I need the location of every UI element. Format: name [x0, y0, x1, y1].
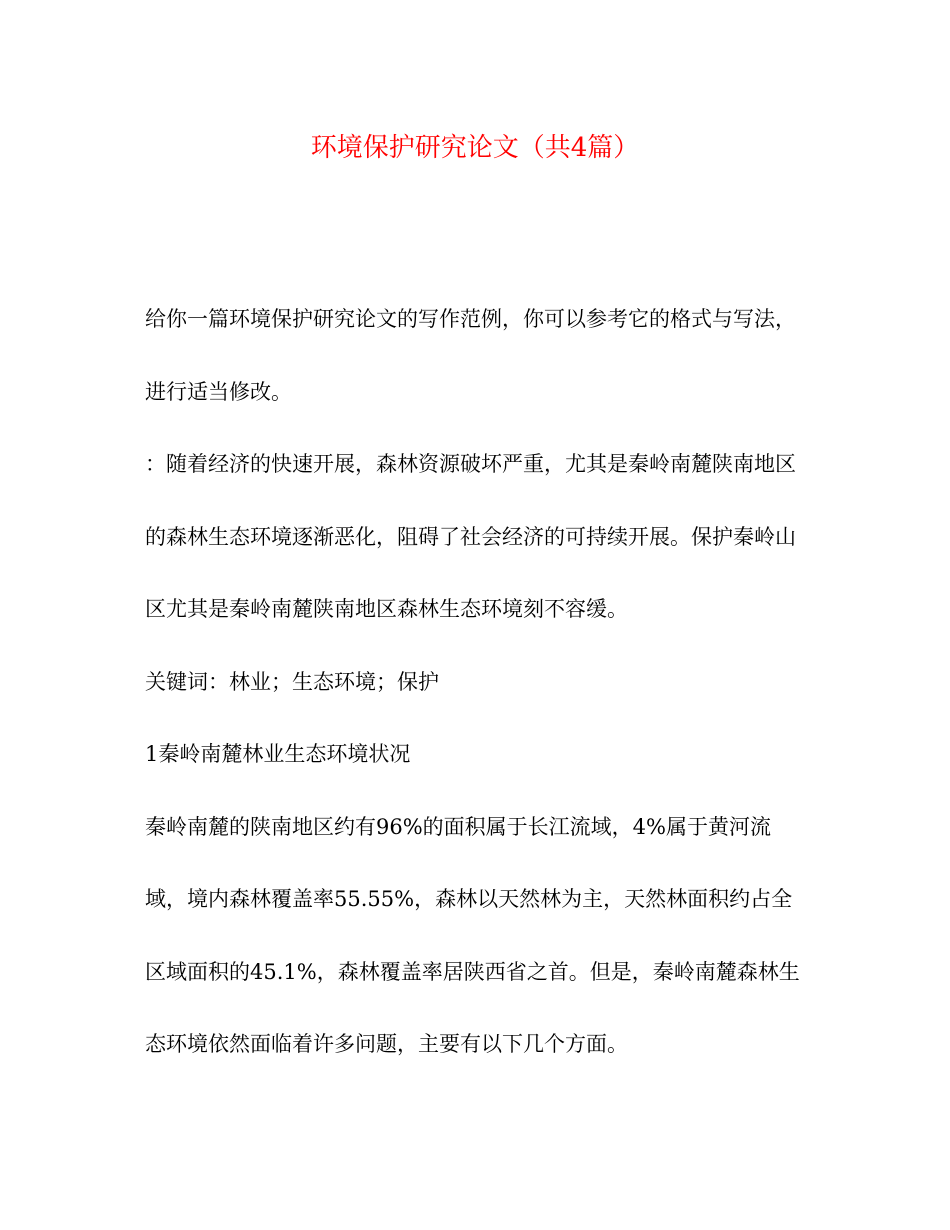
section-paragraph: 秦岭南麓的陕南地区约有96%的面积属于长江流域，4%属于黄河流域，境内森林覆盖率55.55%，森林以天然林为主，天然林面积约占全区域面积的45.1%，森林覆盖率居陕西省之首。但是，秦岭南麓森林生态环境依然面临着许多问题，主要有以下几个方面。 [145, 814, 800, 1056]
document-body [145, 283, 810, 1081]
document-title: 环境保护研究论文（共4篇） [310, 133, 640, 163]
section-heading: 1秦岭南麓林业生态环境状况 [145, 742, 411, 766]
keywords-line: 关键词：林业；生态环境；保护 [145, 669, 439, 694]
intro-paragraph: 给你一篇环境保护研究论文的写作范例，你可以参考它的格式与写法，进行适当修改。 [145, 307, 796, 404]
abstract-paragraph: ：随着经济的快速开展，森林资源破坏严重，尤其是秦岭南麓陕南地区的森林生态环境逐渐恶化，阻碍了社会经济的可持续开展。保护秦岭山区尤其是秦岭南麓陕南地区森林生态环境刻不容缓。 [145, 452, 796, 621]
